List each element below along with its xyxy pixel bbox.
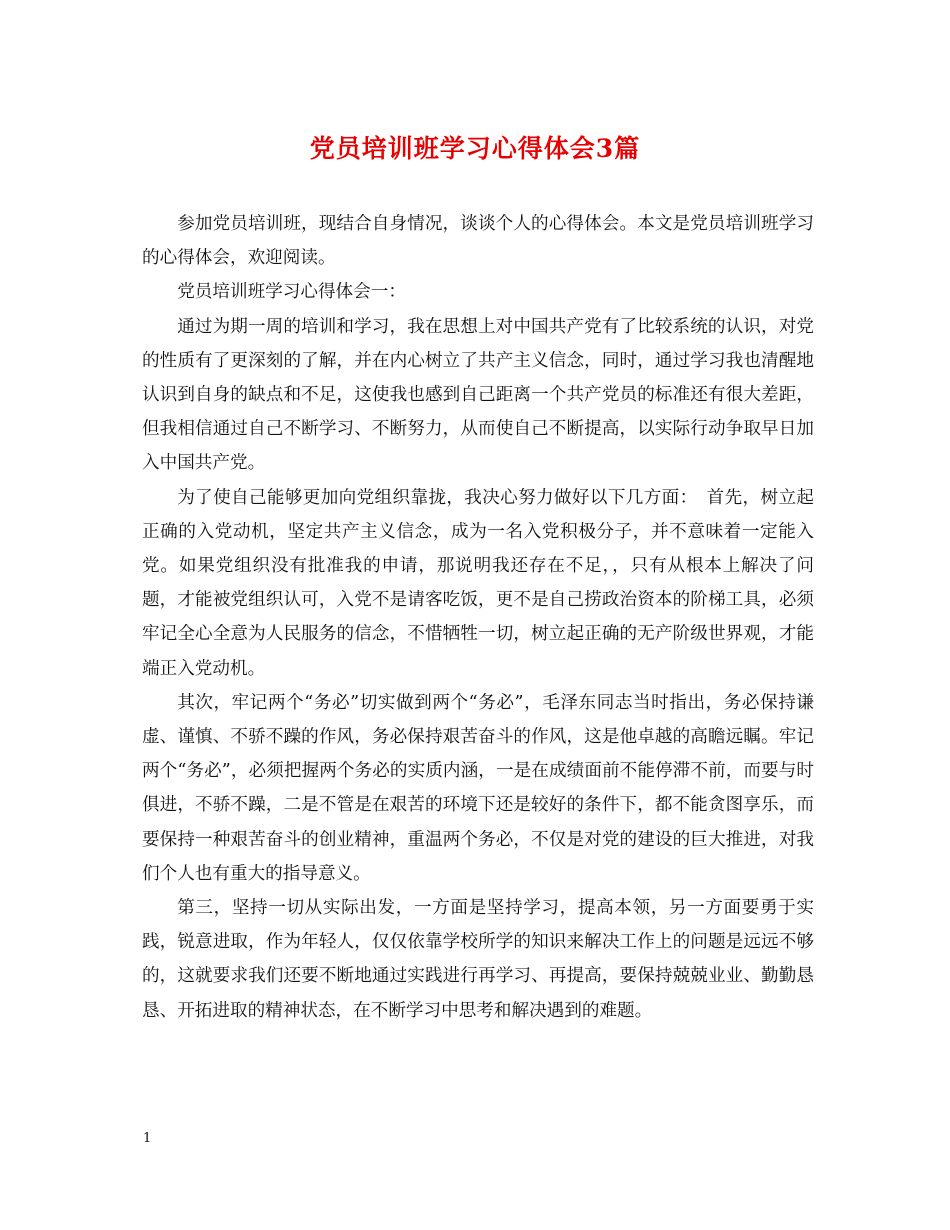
page-number: 1 xyxy=(143,1131,152,1146)
document-title: 党员培训班学习心得体会3篇 xyxy=(309,134,641,163)
paragraph-first-point: 为了使自己能够更加向党组织靠拢，我决心努力做好以下几方面： 首先，树立起正确的入党动机，坚定共产主义信念，成为一名入党积极分子，并不意味着一定能入党。如果党组织没有批准我的申请，那说明我还存在不足，，只有从根本上解决了问题，才能被党组织认可，入党不是请客吃饭，更不是自己捞政治资本的阶梯工具，必须牢记全心全意为人民服务的信念，不惜牺牲一切，树立起正确的无产阶级世界观，才能端正入党动机。 xyxy=(142,487,814,679)
paragraph-second-point: 其次，牢记两个“务必”切实做到两个“务必”，毛泽东同志当时指出，务必保持谦虚、谨慎、不骄不躁的作风，务必保持艰苦奋斗的作风，这是他卓越的高瞻远瞩。牢记两个“务必”，必须把握两个务必的实质内涵，一是在成绩面前不能停滞不前，而要与时俱进，不骄不躁，二是不管是在艰苦的环境下还是较好的条件下，都不能贪图享乐，而要保持一种艰苦奋斗的创业精神，重温两个务必，不仅是对党的建设的巨大推进，对我们个人也有重大的指导意义。 xyxy=(142,692,814,884)
paragraph-section-heading: 党员培训班学习心得体会一： xyxy=(177,282,406,303)
paragraph-third-point: 第三，坚持一切从实际出发，一方面是坚持学习，提高本领，另一方面要勇于实践，锐意进取，作为年轻人，仅仅依靠学校所学的知识来解决工作上的问题是远远不够的，这就要求我们还要不断地通过实践进行再学习、再提高，要保持兢兢业业、勤勤恳恳、开拓进取的精神状态，在不断学习中思考和解决遇到的难题。 xyxy=(142,898,814,1021)
document-body xyxy=(142,207,814,1028)
paragraph-intro: 参加党员培训班，现结合自身情况，谈谈个人的心得体会。本文是党员培训班学习的心得体会，欢迎阅读。 xyxy=(142,214,814,269)
paragraph-training-reflection: 通过为期一周的培训和学习，我在思想上对中国共产党有了比较系统的认识，对党的性质有了更深刻的了解，并在内心树立了共产主义信念，同时，通过学习我也清醒地认识到自身的缺点和不足，这使我也感到自己距离一个共产党员的标准还有很大差距，但我相信通过自己不断学习、不断努力，从而使自己不断提高，以实际行动争取早日加入中国共产党。 xyxy=(142,316,814,474)
